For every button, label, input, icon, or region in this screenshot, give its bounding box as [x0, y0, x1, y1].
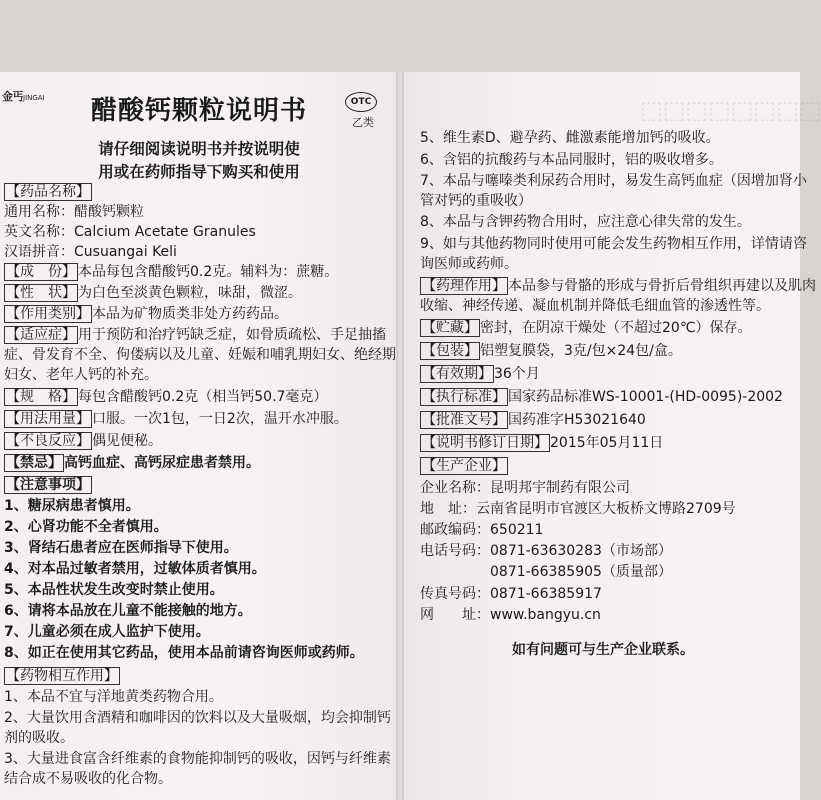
storage: 【贮藏】 密封，在阴凉干燥处（不超过20℃）保存。 [422, 320, 752, 336]
interaction-item: 2、大量饮用含酒精和咖啡因的饮料以及大量吸烟，均会抑制钙 [4, 710, 391, 726]
interaction-item: 结合成不易吸收的化合物。 [4, 771, 172, 787]
caution-item: 7、儿童必须在成人监护下使用。 [4, 624, 210, 640]
phone-1: 电话号码：0871-63630283（市场部） [420, 543, 672, 559]
caution-item: 2、心肾功能不全者慎用。 [4, 519, 168, 535]
approval-number: 【批准文号】 国药准字H53021640 [422, 412, 646, 428]
brand-logo: 金丐JINGAI [2, 90, 45, 103]
package: 【包装】 铝塑复膜袋，3克/包×24包/盒。 [422, 343, 682, 359]
interaction-item: 1、本品不宜与洋地黄类药物合用。 [4, 689, 223, 705]
standard: 【执行标准】 国家药品标准WS-10001-(HD-0095)-2002 [422, 389, 783, 405]
caution-item: 8、如正在使用其它药品，使用本品前请咨询医师或药师。 [4, 645, 364, 661]
interaction-item: 7、本品与噻嗪类利尿药合用时，易发生高钙血症（因增加肾小 [420, 173, 807, 189]
postcode: 邮政编码：650211 [420, 522, 544, 538]
manufacturer-heading: 【生产企业】 [422, 458, 506, 474]
indication-1: 【适应症】 用于预防和治疗钙缺乏症，如骨质疏松、手足抽搐 [6, 327, 386, 343]
character: 【性 状】 为白色至淡黄色颗粒，味甜，微涩。 [6, 285, 302, 301]
bleed-through-title: ⬚⬚⬚⬚⬚⬚⬚⬚ [640, 96, 821, 124]
notice-line-1: 请仔细阅读说明书并按说明使 [98, 140, 300, 158]
english-name: 英文名称：Calcium Acetate Granules [4, 224, 256, 240]
contact-note: 如有问题可与生产企业联系。 [512, 642, 694, 658]
ingredients: 【成 份】 本品每包含醋酸钙0.2克。辅料为：蔗糖。 [6, 264, 339, 280]
interaction-item: 剂的吸收。 [4, 730, 74, 746]
page-title: 醋酸钙颗粒说明书 [90, 96, 307, 126]
pharmacology-2: 收缩、神经传递、凝血机制并降低毛细血管的渗透性等。 [420, 298, 770, 314]
fax: 传真号码：0871-66385917 [420, 586, 602, 602]
company-name: 企业名称：昆明邦宇制药有限公司 [420, 480, 630, 496]
category: 【作用类别】 本品为矿物质类非处方药药品。 [6, 306, 288, 322]
indication-2: 症、骨发育不全、佝偻病以及儿童、妊娠和哺乳期妇女、绝经期 [4, 347, 396, 363]
notice-line-2: 用或在药师指导下购买和使用 [98, 163, 300, 181]
validity: 【有效期】 36个月 [422, 366, 540, 382]
caution-item: 6、请将本品放在儿童不能接触的地方。 [4, 603, 252, 619]
usage: 【用法用量】 口服。一次1包，一日2次，温开水冲服。 [6, 411, 348, 427]
phone-2: 0871-66385905（质量部） [490, 564, 672, 580]
revision-date: 【说明书修订日期】 2015年05月11日 [422, 435, 664, 451]
caution-item: 4、对本品过敏者禁用，过敏体质者慎用。 [4, 561, 266, 577]
pinyin-name: 汉语拼音：Cusuangai Keli [4, 244, 177, 260]
otc-badge: OTC [345, 92, 377, 112]
interaction-item: 8、本品与含钾药物合用时，应注意心律失常的发生。 [420, 214, 751, 230]
caution-heading: 【注意事项】 [6, 477, 90, 493]
caution-item: 1、糖尿病患者慎用。 [4, 498, 140, 514]
contraindications: 【禁忌】 高钙血症、高钙尿症患者禁用。 [6, 455, 260, 471]
caution-item: 5、本品性状发生改变时禁止使用。 [4, 582, 224, 598]
generic-name: 通用名称：醋酸钙颗粒 [4, 204, 144, 220]
pharmacology-1: 【药理作用】 本品参与骨骼的形成与骨折后骨组织再建以及肌肉 [422, 278, 816, 294]
otc-class-label: 乙类 [352, 116, 374, 129]
interaction-item: 6、含铝的抗酸药与本品同服时，铝的吸收增多。 [420, 152, 723, 168]
indication-3: 妇女、老年人钙的补充。 [4, 367, 158, 383]
interaction-item: 管对钙的重吸收） [420, 193, 532, 209]
interaction-heading: 【药物相互作用】 [6, 668, 118, 684]
drug-name-heading: 【药品名称】 [6, 184, 90, 200]
interaction-item: 3、大量进食富含纤维素的食物能抑制钙的吸收，因钙与纤维素 [4, 751, 391, 767]
specification: 【规 格】 每包含醋酸钙0.2克（相当钙50.7毫克） [6, 389, 328, 405]
interaction-item: 询医师或药师。 [420, 256, 518, 272]
interaction-item: 9、如与其他药物同时使用可能会发生药物相互作用，详情请咨 [420, 236, 807, 252]
company-address: 地 址：云南省昆明市官渡区大板桥文博路2709号 [420, 501, 736, 517]
caution-item: 3、肾结石患者应在医师指导下使用。 [4, 540, 238, 556]
website: 网 址：www.bangyu.cn [420, 607, 601, 623]
interaction-item: 5、维生素D、避孕药、雌激素能增加钙的吸收。 [420, 130, 720, 146]
adverse-reactions: 【不良反应】 偶见便秘。 [6, 433, 162, 449]
